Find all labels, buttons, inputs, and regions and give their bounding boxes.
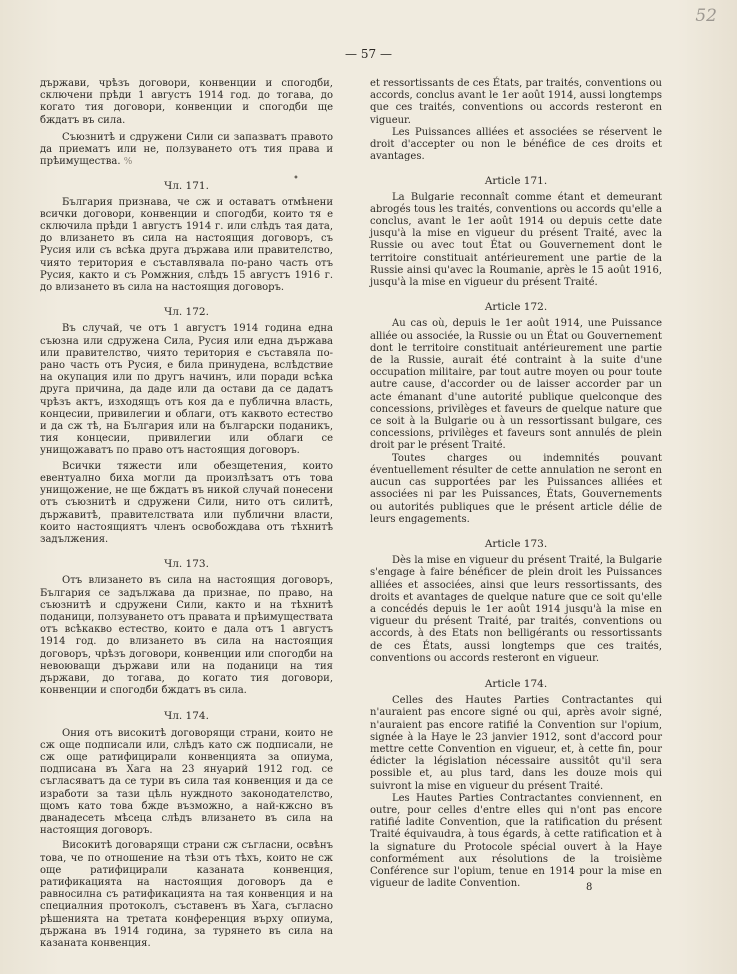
article-171-text: La Bulgarie reconnaît comme étant et demeurant abrogés tous les traités, conventions ou accords qu'elle a conclus, avant le 1er août 1914 ou depuis cette date jusqu'à la mise en vigueur du présent Traité, avec la Russie ou avec tout État ou Gouvernement dont le territoire constituait antérieurement une partie de la Russie ainsi qu'avec la Roumanie, après le 15 août 1916, jusqu'à la mise en vigueur du présent Traité. — [370, 191, 662, 289]
article-172-heading: Article 172. — [484, 301, 548, 314]
article-173-heading: Чл. 173. — [164, 558, 209, 571]
article-173-text: Отъ влизането въ сила на настоящия договоръ, България се задължава да признае, по право, на съюзнитѣ и сдружени Сили, както и на тѣхнитѣ поданици, ползуването отъ правата и прѣимуществата отъ всѣкакво естество, които е дала отъ 1 августъ 1914 год. до влизането въ сила на настоящия договоръ, чрѣзъ договори, конвенции или спогодби на невоюващи държави или на поданици на тия държави, до тогава, до когато тия договори, конвенции и спогодби бждатъ въ сила. — [40, 575, 333, 697]
article-171-heading: Article 171. — [484, 175, 548, 188]
article-172-paragraph-2: Toutes charges ou indemnités pouvant éventuellement résulter de cette annulation ne seront en aucun cas supportées par les Puissances alliées et associées ni par les Puissances, États, Gouvernements ou autorités publiques que le présent article délie de leurs engagements. — [370, 452, 662, 525]
reserve-text: Съюзнитѣ и сдружени Сили си запазватъ правото да приематъ или не, ползуването отъ тия права и прѣимущества. — [40, 131, 333, 168]
footer-number: 8 — [586, 882, 593, 893]
article-174-paragraph-1: Ония отъ високитѣ договорящи страни, които не сж още подписали или, слѣдъ като сж подписали, не сж още ратифицирали конвенцията за опиума, подписана въ Хага на 23 януарий 1912 год. се съгласяватъ да се тури въ сила тая конвенция и да се изработи за тази цѣль нуждното законодателство, щомъ като това бжде възможно, а най-кжсно въ дванадесеть мѣсеца слѣдъ влизането въ сила на настоящия договоръ. — [40, 727, 333, 837]
article-174-paragraph-2: Les Hautes Parties Contractantes conviennent, en outre, pour celles d'entre elles qui n'ont pas encore ratifié ladite Convention, que la ratification du présent Traité équivaudra, à tous égards, à cette ratification et à la signature du Protocole spécial ouvert à la Haye conformément aux résolutions de la troisième Conférence sur l'opium, tenue en 1914 pour la mise en vigueur de ladite Convention. — [370, 792, 662, 890]
article-172-paragraph-1: Au cas où, depuis le 1er août 1914, une Puissance alliée ou associée, la Russie ou un État ou Gouvernement dont le territoire constituait antérieurement une partie de la Russie, aurait été contraint à la suite d'une occupation militaire, par tout autre moyen ou pour toute autre cause, d'accorder ou de laisser accorder par un acte émanant d'une autorité publique quelconque des concessions, privilèges et faveurs de quelque nature que ce soit à la Bulgarie ou à un ressortissant bulgare, ces concessions, privilèges et faveurs sont annulés de plein droit par le présent Traité. — [370, 318, 662, 452]
article-172-heading: Чл. 172. — [164, 306, 209, 319]
bulgarian-column — [40, 78, 333, 950]
article-171-text: България признава, че сж и оставатъ отмѣнени всички договори, конвенции и спогодби, които тя е сключила прѣди 1 августъ 1914 г. или слѣдъ тая дата, до влизането въ сила на настоящия договоръ, съ Русия или съ всѣка друга държава или правителство, чиято територия е съставлявала по-рано часть отъ Русия, както и съ Ромжния, слѣдъ 15 августъ 1916 г. до влизането въ сила на настоящия договоръ. — [40, 196, 333, 294]
article-172-paragraph-2: Всички тяжести или обезщетения, които евентуално биха могли да произлѣзатъ отъ това унищожение, не ще бждатъ въ никой случай понесени отъ съюзнитѣ и сдружени Сили, нито отъ силитѣ, държавитѣ, правителствата или публични власти, които настоящиятъ членъ освобождава отъ тѣхнитѣ задължения. — [40, 460, 333, 545]
intro-paragraph: et ressortissants de ces États, par traités, conventions ou accords, conclus avant le 1er août 1914, aussi longtemps que ces traités, conventions ou accords resteront en vigueur. — [370, 78, 662, 126]
article-173-text: Dès la mise en vigueur du présent Traité, la Bulgarie s'engage à faire bénéficer de plein droit les Puissances alliées et associées, ainsi que leurs ressortissants, des droits et avantages de quelque nature que ce soit qu'elle a concédés depuis le 1er août 1914 jusqu'à la mise en vigueur du présent Traité, par traités, conventions ou accords, à des Etats non belligérants ou ressortissants de ces États, aussi longtemps que ces traités, conventions ou accords resteront en vigueur. — [370, 555, 662, 664]
intro-paragraph: държави, чрѣзъ договори, конвенции и спогодби, сключени прѣди 1 августъ 1914 год. до тогава, до когато тия договори, конвенции и спогодби ще бждатъ въ сила. — [40, 78, 333, 126]
handwritten-mark: % — [123, 157, 133, 168]
reserve-paragraph: Les Puissances alliées et associées se réservent le droit d'accepter ou non le bénéfice de ces droits et avantages. — [370, 126, 662, 163]
french-column — [370, 78, 662, 890]
article-172-paragraph-1: Въ случай, че отъ 1 августъ 1914 година една съюзна или сдружена Сила, Русия или една държава или правителство, чиято територия е съставяла по-рано часть отъ Русия, е била принудена, вслѣдствие на окупация или по другъ начинъ, или поради всѣка друга причина, да даде или да остави да се дадатъ чрѣзъ актъ, изходящъ отъ коя да е публична власть, концесии, привилегии и облаги, отъ каквото естество и да сж тѣ, на България или на български поданикъ, тия концесии, привилегии или облаги се унищожаватъ по право отъ настоящия договоръ. — [40, 323, 333, 457]
article-174-paragraph-2: Високитѣ договарящи страни сж съгласни, освѣнъ това, че по отношение на тѣзи отъ тѣхъ, които не сж още ратифицирали казаната конвенция, ратификацията на настоящия договоръ да е равносилна съ ратификацията на тая конвенция и на специалния протоколъ, съставенъ въ Хага, съгласно рѣшенията на третата конференция върху опиума, държана въ 1914 година, за турянето въ сила на казаната конвенция. — [40, 840, 333, 949]
ink-dot: • — [293, 173, 299, 184]
article-171-heading: Чл. 171. — [164, 180, 209, 193]
article-173-heading: Article 173. — [484, 537, 548, 550]
article-174-heading: Article 174. — [484, 677, 548, 690]
page-number: — 57 — — [345, 47, 392, 61]
pencil-page-number: 52 — [695, 6, 717, 26]
article-174-paragraph-1: Celles des Hautes Parties Contractantes qui n'auraient pas encore signé ou qui, après avoir signé, n'auraient pas encore ratifié la Convention sur l'opium, signée à la Haye le 23 janvier 1912, sont d'accord pour mettre cette Convention en vigueur, et, à cette fin, pour édicter la législation nécessaire aussitôt qu'il sera possible et, au plus tard, dans les douze mois qui suivront la mise en vigueur du présent Traité. — [370, 695, 662, 792]
article-174-heading: Чл. 174. — [164, 710, 209, 723]
reserve-paragraph — [40, 132, 333, 169]
